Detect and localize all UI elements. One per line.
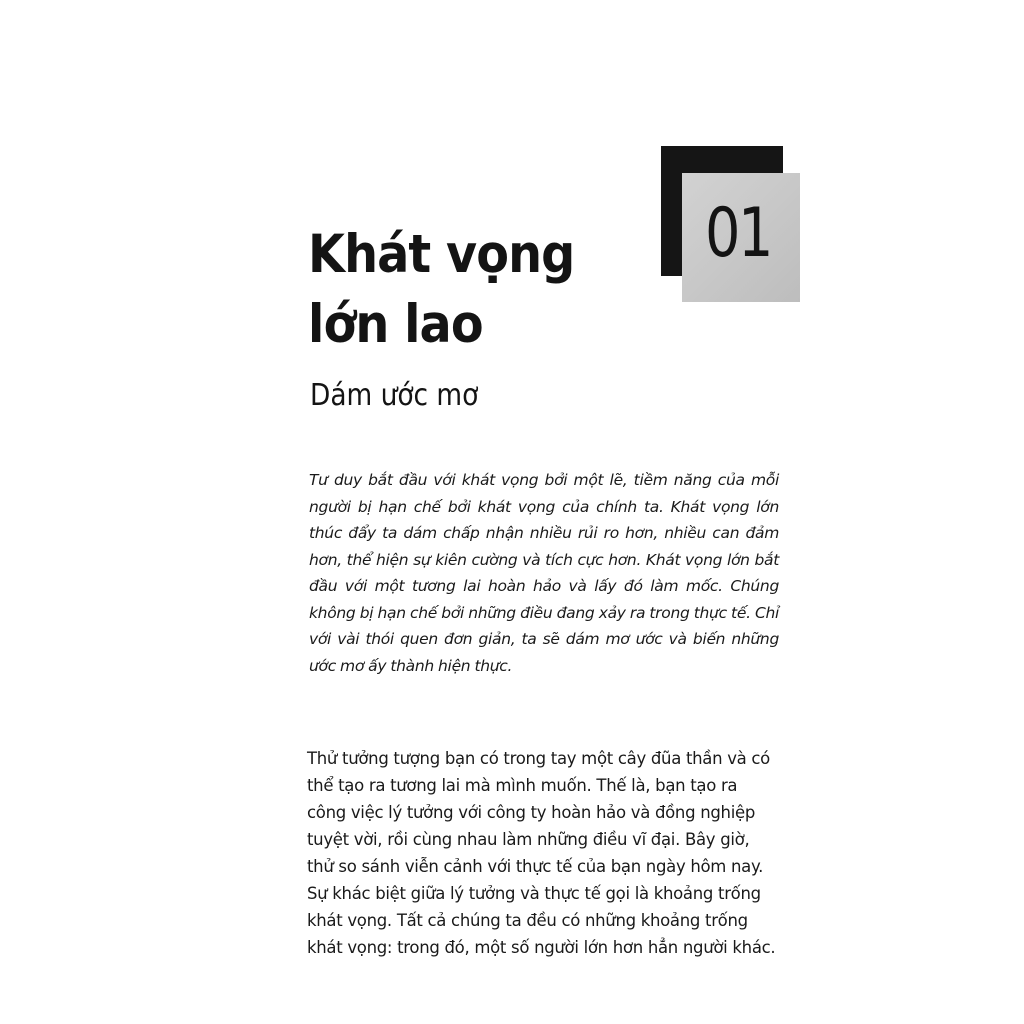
chapter-number: 01 [705,194,772,273]
chapter-subtitle: Dám ước mơ [310,378,479,413]
chapter-number-badge [661,146,801,304]
body-paragraph: Thử tưởng tượng bạn có trong tay một cây đũa thần và có thể tạo ra tương lai mà mình muốn. Thế là, bạn tạo ra công việc lý tưởng với công ty hoàn hảo và đồng nghiệp tuyệt vời, rồi cùng nhau làm những điều vĩ đại. Bây giờ, thử so sánh viễn cảnh với thực tế của bạn ngày hôm nay. Sự khác biệt giữa lý tưởng và thực tế gọi là khoảng trống khát vọng. Tất cả chúng ta đều có những khoảng trống khát vọng: trong đó, một số người lớn hơn hẳn người khác. [307,749,776,957]
chapter-title-line-2: lớn lao [308,294,483,355]
chapter-title-line-1: Khát vọng [308,224,575,285]
chapter-title [308,220,574,360]
intro-paragraph: Tư duy bắt đầu với khát vọng bởi một lẽ, tiềm năng của mỗi người bị hạn chế bởi khát vọng của chính ta. Khát vọng lớn thúc đẩy ta dám chấp nhận nhiều rủi ro hơn, nhiều can đảm hơn, thể hiện sự kiên cường và tích cực hơn. Khát vọng lớn bắt đầu với một tương lai hoàn hảo và lấy đó làm mốc. Chúng không bị hạn chế bởi những điều đang xảy ra trong thực tế. Chỉ với vài thói quen đơn giản, ta sẽ dám mơ ước và biến những ước mơ ấy thành hiện thực. [309,471,779,675]
